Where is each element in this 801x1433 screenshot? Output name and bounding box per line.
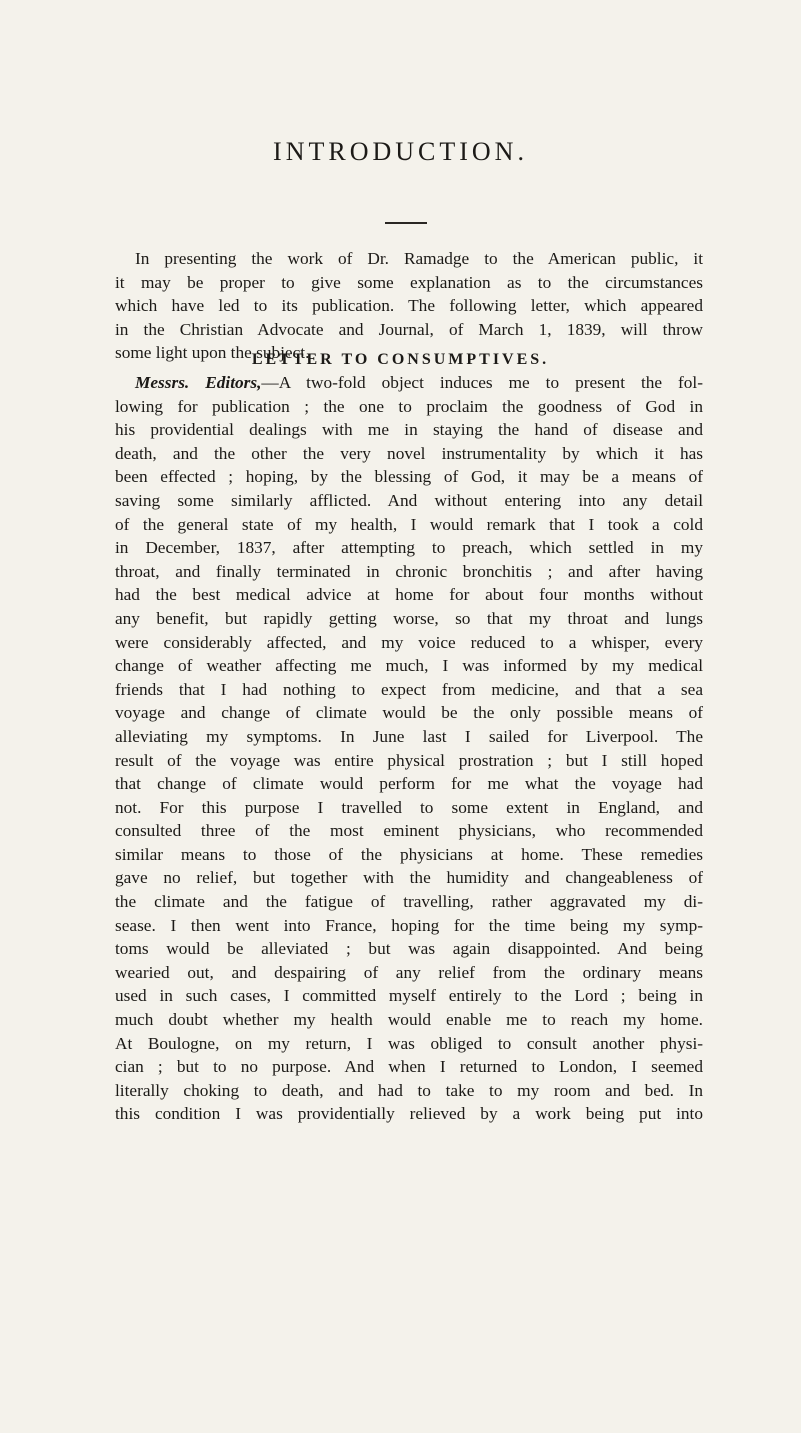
letter-line: literally choking to death, and had to take to my room and bed. In <box>115 1080 703 1100</box>
letter-line: his providential dealings with me in staying the hand of disease and <box>115 420 703 440</box>
letter-line: this condition I was providentially relieved by a work being put into <box>115 1104 703 1124</box>
letter-heading: LETTER TO CONSUMPTIVES. <box>251 351 550 368</box>
letter-body <box>115 371 703 1126</box>
letter-line: used in such cases, I committed myself entirely to the Lord ; being in <box>115 986 703 1006</box>
letter-line: sease. I then went into France, hoping for the time being my symp- <box>115 915 703 935</box>
letter-line: lowing for publication ; the one to proclaim the goodness of God in <box>115 396 703 416</box>
letter-line: friends that I had nothing to expect from medicine, and that a sea <box>115 679 703 699</box>
letter-line: similar means to those of the physicians at home. These remedies <box>115 844 703 864</box>
letter-line: toms would be alleviated ; but was again disappointed. And being <box>115 939 703 959</box>
intro-line: in the Christian Advocate and Journal, of March 1, 1839, will throw <box>115 319 703 339</box>
letter-line: consulted three of the most eminent physicians, who recommended <box>115 821 703 841</box>
letter-line: of the general state of my health, I would remark that I took a cold <box>115 514 703 534</box>
letter-line: any benefit, but rapidly getting worse, so that my throat and lungs <box>115 608 703 628</box>
intro-line: some light upon the subject. <box>115 343 310 363</box>
letter-line: were considerably affected, and my voice reduced to a whisper, every <box>115 632 703 652</box>
intro-line: it may be proper to give some explanation as to the circumstances <box>115 272 703 292</box>
intro-line: In presenting the work of Dr. Ramadge to the American public, it <box>135 249 703 268</box>
letter-line: not. For this purpose I travelled to some extent in England, and <box>115 797 703 817</box>
letter-first-line <box>115 371 703 395</box>
intro-paragraph <box>115 247 703 365</box>
letter-line: gave no relief, but together with the humidity and changeableness of <box>115 868 703 888</box>
letter-line: alleviating my symptoms. In June last I sailed for Liverpool. The <box>115 726 703 746</box>
letter-line: change of weather affecting me much, I was informed by my medical <box>115 656 703 676</box>
letter-line: had the best medical advice at home for about four months without <box>115 585 703 605</box>
letter-first-line-text: —A two-fold object induces me to present the fol- <box>261 373 703 392</box>
title-rule-divider <box>385 222 427 224</box>
letter-line: throat, and finally terminated in chronic bronchitis ; and after having <box>115 561 703 581</box>
letter-line: in December, 1837, after attempting to preach, which settled in my <box>115 538 703 558</box>
letter-line: death, and the other the very novel instrumentality by which it has <box>115 443 703 463</box>
intro-line: which have led to its publication. The following letter, which appeared <box>115 296 703 316</box>
letter-line: the climate and the fatigue of travelling, rather aggravated my di- <box>115 892 703 912</box>
letter-line: cian ; but to no purpose. And when I returned to London, I seemed <box>115 1057 703 1077</box>
letter-salutation: Messrs. Editors, <box>135 373 262 392</box>
letter-line: voyage and change of climate would be the only possible means of <box>115 703 703 723</box>
letter-line: wearied out, and despairing of any relief from the ordinary means <box>115 962 703 982</box>
letter-line: At Boulogne, on my return, I was obliged to consult another physi- <box>115 1033 703 1053</box>
letter-line: been effected ; hoping, by the blessing of God, it may be a means of <box>115 467 703 487</box>
page-title: INTRODUCTION. <box>273 137 528 166</box>
letter-line: that change of climate would perform for me what the voyage had <box>115 774 703 794</box>
letter-line: saving some similarly afflicted. And without entering into any detail <box>115 490 703 510</box>
letter-line: result of the voyage was entire physical prostration ; but I still hoped <box>115 750 703 770</box>
letter-line: much doubt whether my health would enable me to reach my home. <box>115 1010 703 1030</box>
